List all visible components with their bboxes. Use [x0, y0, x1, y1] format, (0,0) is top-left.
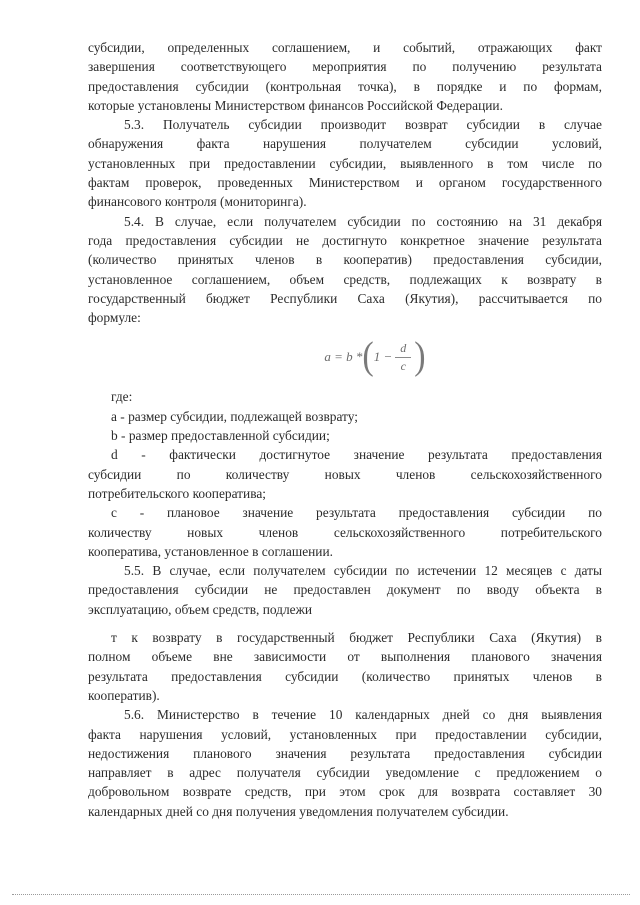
formula-expression: [324, 335, 426, 379]
text-line: количеству новых членов сельскохозяйственного потребительского: [88, 524, 602, 540]
document-page: [88, 38, 602, 821]
text-line: установленное соглашением, объем средств, подлежащих к возврату в: [88, 271, 602, 287]
text-line: добровольном возврате средств, при этом срок для возврата составляет 30: [88, 784, 602, 800]
paragraph-block-5-2-to-5-4: [88, 38, 602, 327]
text-line: результата предоставления субсидии (количество принятых членов в: [88, 668, 602, 684]
text-line: полном объеме вне зависимости от выполнения планового значения: [88, 649, 602, 665]
formula-numerator: d: [400, 340, 407, 355]
paragraph-gap: [88, 619, 602, 628]
text-line: a - размер субсидии, подлежащей возврату;: [111, 408, 358, 424]
text-line: c - плановое значение результата предоставления субсидии по: [111, 505, 602, 521]
formula-one-minus: 1 −: [373, 349, 393, 365]
text-line: где:: [111, 389, 133, 405]
text-line: (количество принятых членов в кооператив) предоставления субсидии,: [88, 252, 602, 268]
text-line: эксплуатацию, объем средств, подлежи: [88, 601, 313, 617]
text-line: кооператив).: [88, 687, 160, 703]
formula-fraction-bar: [395, 357, 411, 358]
text-line: т к возврату в государственный бюджет Республики Саха (Якутия) в: [111, 630, 602, 646]
text-line: 5.4. В случае, если получателем субсидии по состоянию на 31 декабря: [124, 213, 602, 229]
formula-close-paren: ): [414, 335, 426, 379]
text-line: недостижения планового значения результата предоставления субсидии: [88, 745, 602, 761]
paragraph-block-5-5-cont-5-6: [88, 628, 602, 821]
text-line: кооператива, установленное в соглашении.: [88, 543, 333, 559]
formula-denominator: c: [400, 358, 406, 373]
text-line: d - фактически достигнутое значение результата предоставления: [111, 447, 602, 463]
text-line: государственный бюджет Республики Саха (Якутия), рассчитывается по: [88, 290, 602, 306]
text-line: субсидии, определенных соглашением, и событий, отражающих факт: [88, 40, 602, 55]
text-line: потребительского кооператива;: [88, 485, 267, 501]
text-line: которые установлены Министерством финансов Российской Федерации.: [88, 97, 503, 113]
formula-lhs: a = b *: [324, 349, 363, 365]
text-line: 5.5. В случае, если получателем субсидии по истечении 12 месяцев с даты: [124, 563, 602, 579]
text-line: направляет в адрес получателя субсидии уведомление с предложением о: [88, 765, 602, 781]
text-line: завершения соответствующего мероприятия по получению результата: [88, 59, 602, 75]
text-line: предоставления субсидии не предоставлен документ по вводу объекта в: [88, 582, 602, 598]
text-line: года предоставления субсидии не достигнуто конкретное значение результата: [88, 232, 602, 248]
text-line: фактам проверок, проведенных Министерством и органом государственного: [88, 175, 602, 191]
paragraph-block-definitions-5-5: [88, 387, 602, 619]
text-line: 5.3. Получатель субсидии производит возврат субсидии в случае: [124, 117, 602, 133]
text-line: 5.6. Министерство в течение 10 календарных дней со дня выявления: [124, 707, 602, 723]
formula-open-paren: (: [362, 335, 374, 379]
formula-fraction: [395, 341, 411, 374]
text-line: установленных при предоставлении субсидии, выявленного в том числе по: [88, 155, 602, 171]
text-line: финансового контроля (мониторинга).: [88, 194, 307, 210]
formula: [88, 327, 602, 387]
text-line: обнаружения факта нарушения получателем субсидии условий,: [88, 136, 602, 152]
text-line: субсидии по количеству новых членов сельскохозяйственного: [88, 466, 602, 482]
text-line: предоставления субсидии (контрольная точка), в порядке и по формам,: [88, 78, 602, 94]
text-line: календарных дней со дня получения уведомления получателем субсидии.: [88, 803, 509, 819]
bottom-dotted-rule: [12, 894, 630, 895]
text-line: факта нарушения условий, установленных при предоставлении субсидии,: [88, 726, 602, 742]
text-line: формуле:: [88, 310, 141, 326]
text-line: b - размер предоставленной субсидии;: [111, 428, 330, 444]
